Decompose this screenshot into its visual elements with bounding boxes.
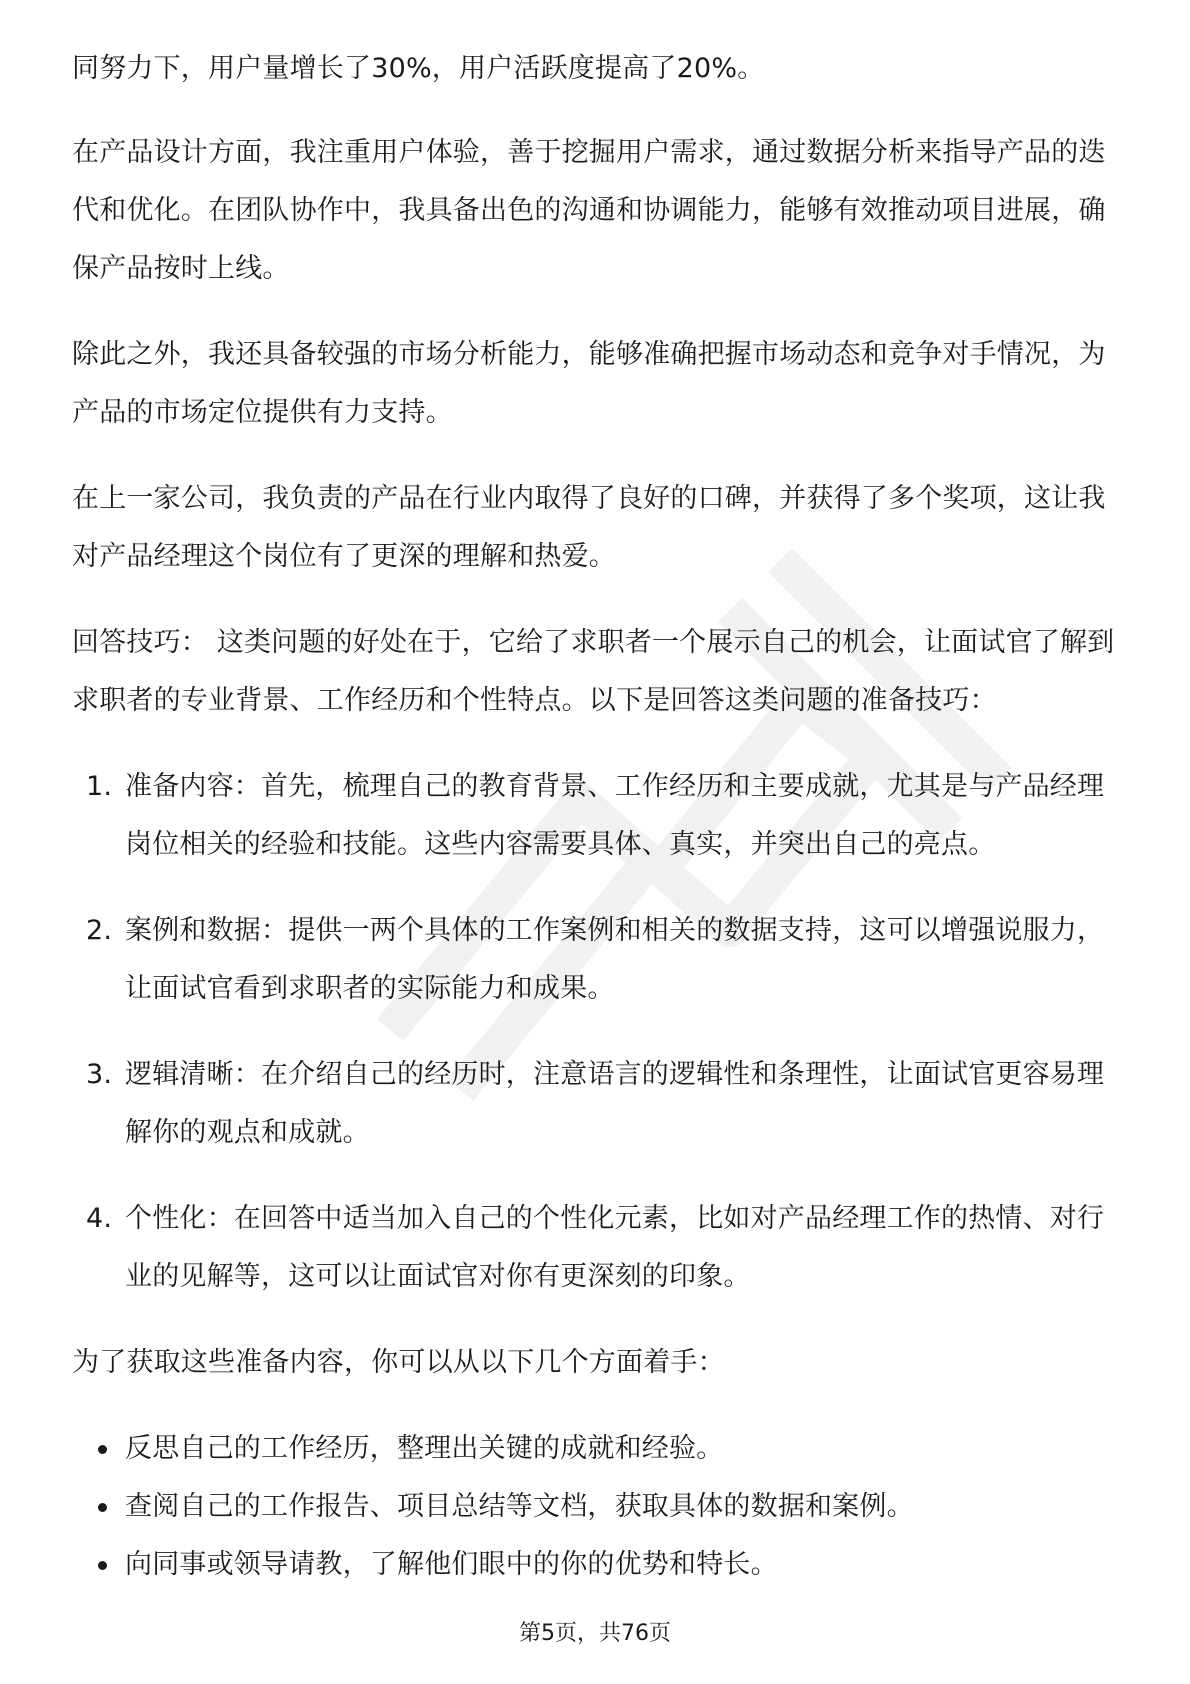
page-number-footer: 第5页，共76页	[519, 1621, 671, 1646]
bullet-item	[72, 1536, 1122, 1594]
bullet-list	[72, 1420, 1122, 1594]
paragraph-answer-tips: 回答技巧： 这类问题的好处在于，它给了求职者一个展示自己的机会，让面试官了解到求职者的专业背景、工作经历和个性特点。以下是回答这类问题的准备技巧：	[72, 627, 1115, 716]
list-item-number: 1.	[86, 771, 113, 802]
bullet-dot-icon	[98, 1445, 107, 1454]
list-item-text: 案例和数据：提供一两个具体的工作案例和相关的数据支持，这可以增强说服力，让面试官看到求职者的实际能力和成果。	[125, 915, 1105, 1004]
bullet-item-text: 向同事或领导请教，了解他们眼中的你的优势和特长。	[125, 1549, 778, 1580]
list-item	[72, 902, 1122, 1018]
document-body	[72, 40, 1122, 1594]
paragraph-market-analysis: 除此之外，我还具备较强的市场分析能力，能够准确把握市场动态和竞争对手情况，为产品的市场定位提供有力支持。	[72, 339, 1106, 428]
list-item	[72, 758, 1122, 874]
bullet-item	[72, 1478, 1122, 1536]
numbered-tips-list	[72, 758, 1122, 1306]
bullet-dot-icon	[98, 1503, 107, 1512]
paragraph-product-design: 在产品设计方面，我注重用户体验，善于挖掘用户需求，通过数据分析来指导产品的迭代和优化。在团队协作中，我具备出色的沟通和协调能力，能够有效推动项目进展，确保产品按时上线。	[72, 137, 1106, 284]
bullet-dot-icon	[98, 1561, 107, 1570]
paragraph-growth: 同努力下，用户量增长了30%，用户活跃度提高了20%。	[72, 53, 765, 84]
list-item	[72, 1046, 1122, 1162]
bullet-item-text: 反思自己的工作经历，整理出关键的成就和经验。	[125, 1433, 724, 1464]
list-item-number: 2.	[86, 915, 113, 946]
list-item	[72, 1190, 1122, 1306]
bullet-item-text: 查阅自己的工作报告、项目总结等文档，获取具体的数据和案例。	[125, 1491, 914, 1522]
paragraph-closing: 为了获取这些准备内容，你可以从以下几个方面着手：	[72, 1347, 725, 1378]
list-item-number: 4.	[86, 1203, 113, 1234]
list-item-text: 个性化：在回答中适当加入自己的个性化元素，比如对产品经理工作的热情、对行业的见解等，这可以让面试官对你有更深刻的印象。	[125, 1203, 1105, 1292]
list-item-text: 准备内容：首先，梳理自己的教育背景、工作经历和主要成就，尤其是与产品经理岗位相关的经验和技能。这些内容需要具体、真实，并突出自己的亮点。	[125, 771, 1105, 860]
list-item-number: 3.	[86, 1059, 113, 1090]
paragraph-previous-company: 在上一家公司，我负责的产品在行业内取得了良好的口碑，并获得了多个奖项，这让我对产品经理这个岗位有了更深的理解和热爱。	[72, 483, 1106, 572]
bullet-item	[72, 1420, 1122, 1478]
list-item-text: 逻辑清晰：在介绍自己的经历时，注意语言的逻辑性和条理性，让面试官更容易理解你的观点和成就。	[125, 1059, 1105, 1148]
